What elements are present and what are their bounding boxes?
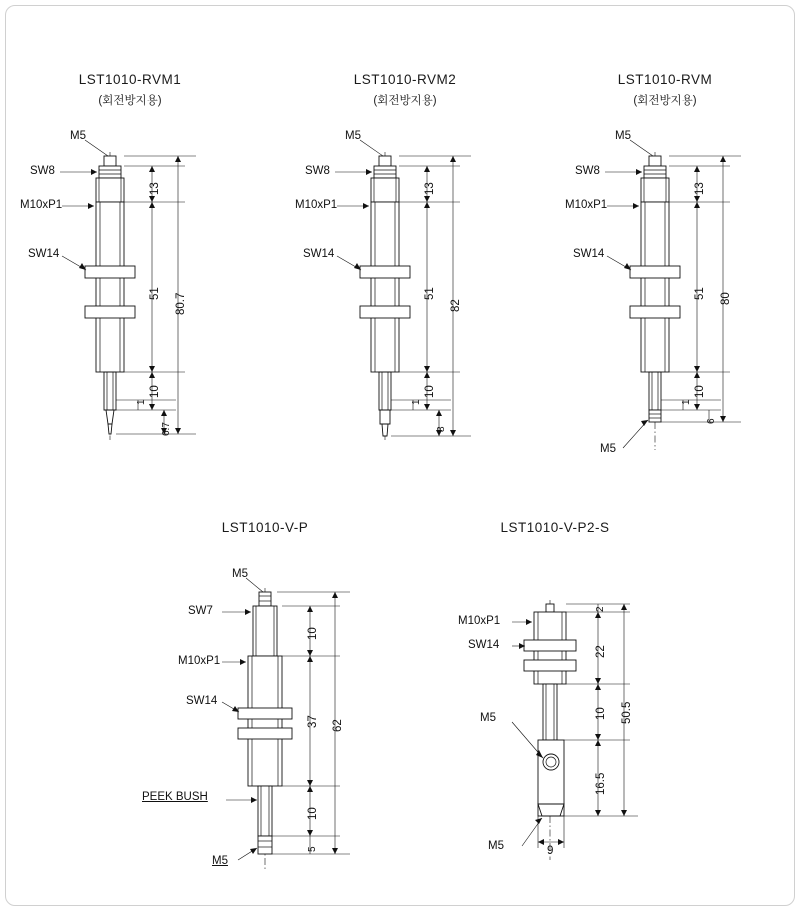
dim-10: 10 — [595, 707, 607, 720]
figure-title: LST1010-RVM2 — [353, 72, 457, 87]
label-sw8: SW8 — [30, 165, 55, 177]
label-m10xp1: M10xP1 — [178, 655, 221, 667]
figure-drawing — [430, 500, 730, 900]
figure-lst1010-v-p — [142, 500, 430, 900]
dim-80-7: 80.7 — [175, 292, 187, 315]
label-m5-top: M5 — [232, 568, 248, 580]
label-m10xp1: M10xP1 — [295, 199, 338, 211]
label-m10xp1: M10xP1 — [458, 615, 501, 627]
dim-13: 13 — [424, 182, 436, 195]
figure-title: LST1010-V-P — [221, 520, 309, 535]
label-sw14: SW14 — [186, 695, 218, 707]
label-m5-hole: M5 — [480, 712, 496, 724]
figure-drawing — [545, 0, 802, 480]
figure-lst1010-rvm2 — [275, 0, 545, 470]
label-m5-bottom: M5 — [488, 840, 504, 852]
dim-10-top: 10 — [307, 627, 319, 640]
figure-lst1010-v-p2-s — [430, 500, 730, 900]
figure-subtitle: (회전방지용) — [98, 95, 162, 107]
label-sw7: SW7 — [188, 605, 213, 617]
label-peek-bush: PEEK BUSH — [142, 791, 208, 803]
dim-10: 10 — [694, 385, 706, 398]
dim-13: 13 — [149, 182, 161, 195]
label-sw14: SW14 — [468, 639, 500, 651]
figure-subtitle: (회전방지용) — [633, 95, 697, 107]
figure-title: LST1010-V-P2-S — [500, 520, 610, 535]
dim-22: 22 — [595, 645, 607, 658]
label-m10xp1: M10xP1 — [565, 199, 608, 211]
dim-8: 8 — [436, 426, 447, 432]
label-m5: M5 — [70, 130, 86, 142]
dim-37: 37 — [307, 715, 319, 728]
label-sw14: SW14 — [573, 248, 605, 260]
dim-10: 10 — [149, 385, 161, 398]
label-sw8: SW8 — [575, 165, 600, 177]
dim-62: 62 — [332, 719, 344, 732]
dim-51: 51 — [694, 287, 706, 300]
figure-subtitle: (회전방지용) — [373, 95, 437, 107]
dim-10-bottom: 10 — [307, 807, 319, 820]
figure-lst1010-rvm — [545, 0, 802, 480]
figure-drawing — [0, 0, 270, 470]
label-m5-top: M5 — [615, 130, 631, 142]
dim-16-5: 16.5 — [595, 772, 607, 795]
dim-9: 9 — [547, 845, 554, 857]
label-sw14: SW14 — [28, 248, 60, 260]
dim-10: 10 — [424, 385, 436, 398]
dim-6: 6 — [706, 418, 717, 424]
label-m10xp1: M10xP1 — [20, 199, 63, 211]
label-m5-bottom: M5 — [212, 855, 228, 867]
dim-1: 1 — [681, 399, 692, 405]
figure-title: LST1010-RVM — [617, 72, 713, 87]
figure-drawing — [275, 0, 545, 470]
dim-82: 82 — [450, 299, 462, 312]
dim-1: 1 — [411, 399, 422, 405]
dim-6-7: 6.7 — [161, 422, 172, 436]
dim-1: 1 — [136, 399, 147, 405]
dim-13: 13 — [694, 182, 706, 195]
dim-50-5: 50.5 — [621, 701, 633, 724]
label-sw8: SW8 — [305, 165, 330, 177]
label-sw14: SW14 — [303, 248, 335, 260]
figure-lst1010-rvm1 — [0, 0, 270, 470]
dim-51: 51 — [424, 287, 436, 300]
label-m5: M5 — [345, 130, 361, 142]
dim-2: 2 — [595, 606, 606, 612]
figure-title: LST1010-RVM1 — [78, 72, 182, 87]
dim-80: 80 — [720, 292, 732, 305]
dim-5: 5 — [307, 846, 318, 852]
label-m5-bottom: M5 — [600, 443, 616, 455]
dim-51: 51 — [149, 287, 161, 300]
